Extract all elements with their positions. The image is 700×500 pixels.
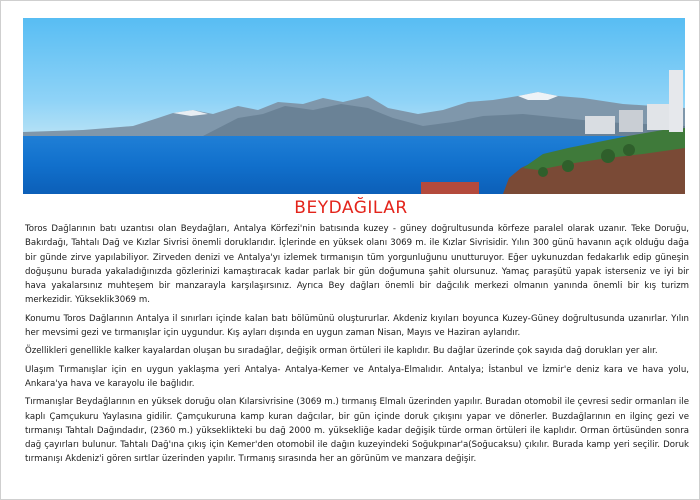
paragraph: Tırmanışlar Beydağlarının en yüksek doruğu olan Kılarsivrisine (3069 m.) tırmanış Elmalı üzerinden yapılır. Buradan otomobil ile çevresi sedir ormanları ile kaplı Çamçukuru Yaylasına gidilir. Çamçukuruna kamp kuran dağcılar, bir gün içinde doruk çıkışını yapar ve dönerler. Buzdağlarının en ilginç gezi ve tırmanışı Tahtalı Dağındadır, (2360 m.) yükseklikteki bu dağ 2000 m. yüksekliğe kadar değişik türde orman örtüleri ile kaplıdır. Orman örtüsünden sonra dağ çayırları bulunur. Tahtalı Dağ'ına çıkış için Kemer'den otomobil ile dağın kuzeyindeki Soğukpınar'a(Soğucaksu) çıkılır. Burada kamp yeri seçilir. Doruk tırmanışı Akdeniz'i gören sırtlar üzerinden yapılır. Tırmanış sırasında her an görünüm ve manzara değişir. [25, 397, 689, 465]
building [585, 116, 615, 134]
page-title: BEYDAĞILAR [294, 198, 408, 218]
panorama-illustration [23, 18, 685, 194]
building [619, 110, 643, 132]
tower-building [669, 70, 683, 132]
panorama-photo [23, 18, 685, 194]
paragraph: Özellikleri genellikle kalker kayalardan oluşan bu sıradağlar, değişik orman örtüleri ile kaplıdır. Bu dağlar üzerinde çok sayıda dağ dorukları yer alır. [25, 346, 658, 357]
paragraph: Toros Dağlarının batı uzantısı olan Beydağları, Antalya Körfezi'nin batısında kuzey - güney doğrultusunda körfeze paralel olarak uzanır. Teke Doruğu, Bakırdağı, Tahtalı Dağ ve Kızlar Sivrisi önemli doruklarıdır. İçlerinde en yüksek olanı 3069 m. ile Kızlar Sivrisidir. Yılın 300 günü havanın açık olduğu dağa bir günde zirve yapılabiliyor. Zirveden denizi ve Antalya'yı izlemek tırmanışın tüm yorgunluğunu unutturuyor. Eğer uykunuzdan fedakarlık edip güneşin doğuşunu burada yakaladığınızda gözlerinizi kamaştıracak kadar parlak bir gün doğumuna şahit olursunuz. Yamaç paraşütü yapak isterseniz ve iyi bir hava yakalarsınız muhteşem bir manzarayla karşılaşırsınız. Ayrıca Bey dağları önemli bir dağcılık merkezi olmanın yanında önemli bir kış turizm merkezidir. Yükseklik3069 m. [25, 224, 689, 306]
article-body [25, 222, 689, 471]
paragraph: Ulaşım Tırmanışlar için en uygun yaklaşma yeri Antalya- Antalya-Kemer ve Antalya-Elmalıdır. Antalya; İstanbul ve İzmir'e deniz kara ve hava yolu, Ankara'ya hava ve karayolu ile bağlıdır. [25, 364, 689, 389]
building [421, 182, 479, 194]
paragraph: Konumu Toros Dağlarının Antalya il sınırları içinde kalan batı bölümünü oluştururlar. Akdeniz kıyıları boyunca Kuzey-Güney doğrultusunda uzanırlar. Yılın her mevsimi gezi ve tırmanışlar için uygundur. Kış ayları dışında en uygun zaman Nisan, Mayıs ve Haziran aylarıdır. [25, 313, 689, 339]
building [647, 104, 669, 130]
